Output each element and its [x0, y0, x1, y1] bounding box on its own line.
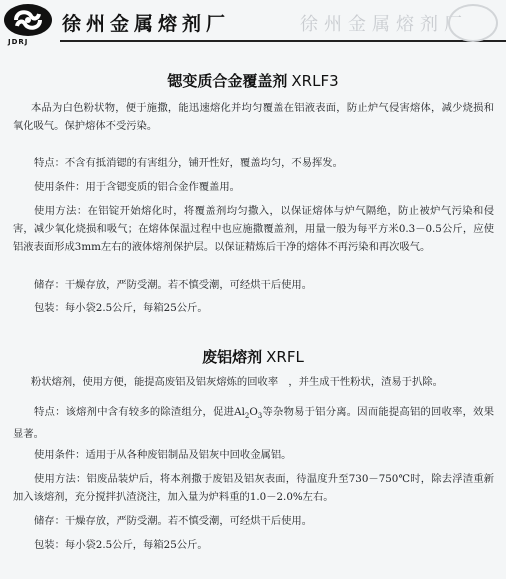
- section1-packaging: 包装：每小袋2.5公斤，每箱25公斤。: [34, 302, 208, 314]
- section1-method: 使用方法：在铝锭开始熔化时，将覆盖剂均匀撒入，以保证熔体与炉气隔绝，防止被炉气污染和侵害，减少氧化烧损和吸气；在熔体保温过程中也应施撒覆盖剂，用量一般为每平方米0.3－0.5公斤，应使铝液表面形成3mm左右的液体熔剂保护层。以保证精炼后干净的熔体不再污染和再次吸气。: [13, 205, 494, 253]
- company-emblem-icon: [2, 2, 54, 38]
- header-divider: [60, 40, 506, 42]
- section2-packaging: 包装：每小袋2.5公斤，每箱25公斤。: [34, 539, 208, 551]
- bleed-through-company-name: 徐州金属熔剂厂: [300, 14, 468, 35]
- section1-title: [0, 70, 506, 91]
- section2-title: [0, 346, 506, 367]
- section1-conditions: 使用条件：用于含锶变质的铝合金作覆盖用。: [34, 181, 240, 193]
- section2-features: 特点：该熔剂中含有较多的除渣组分，促进$Al_2O_3$等杂物易于铝分离。因而能提高铝的回收率，效果显著。: [13, 406, 495, 441]
- section1-title-text: 锶变质合金覆盖剂: [167, 72, 288, 90]
- section2-method: 使用方法：铝废品装炉后，将本剂撒于废铝及铝灰表面，待温度升至730－750℃时，除去浮渣重新加入该熔剂，充分搅拌扒渣浇注，加入量为炉料重的1.0－2.0%左右。: [13, 473, 494, 503]
- section2-title-text: 废铝熔剂: [202, 348, 263, 366]
- bleed-through-emblem-icon: [448, 4, 498, 42]
- section1-features: 特点：不含有抵消锶的有害组分，铺开性好，覆盖均匀，不易挥发。: [34, 157, 343, 169]
- section2-conditions: 使用条件：适用于从各种废铝制品及铝灰中回收金属铝。: [34, 449, 292, 461]
- section2-intro: 粉状熔剂，使用方便，能提高废铝及铝灰熔炼的回收率 ，并生成干性粉状，渣易于扒除。: [31, 376, 443, 388]
- company-name: 徐州金属熔剂厂: [62, 13, 231, 35]
- section1-storage: 储存：干燥存放，严防受潮。若不慎受潮，可经烘干后使用。: [34, 279, 313, 291]
- section1-code: XRLF3: [291, 72, 339, 90]
- logo-abbreviation: JDRJ: [8, 38, 29, 46]
- section2-code: XRFL: [266, 348, 304, 366]
- page-header: [0, 0, 506, 52]
- section2-storage: 储存：干燥存放，严防受潮。若不慎受潮，可经烘干后使用。: [34, 515, 313, 527]
- section1-intro: 本品为白色粉状物，便于施撒，能迅速熔化并均匀覆盖在铝液表面，防止炉气侵害熔体，减少烧损和氧化吸气。保护熔体不受污染。: [13, 102, 494, 132]
